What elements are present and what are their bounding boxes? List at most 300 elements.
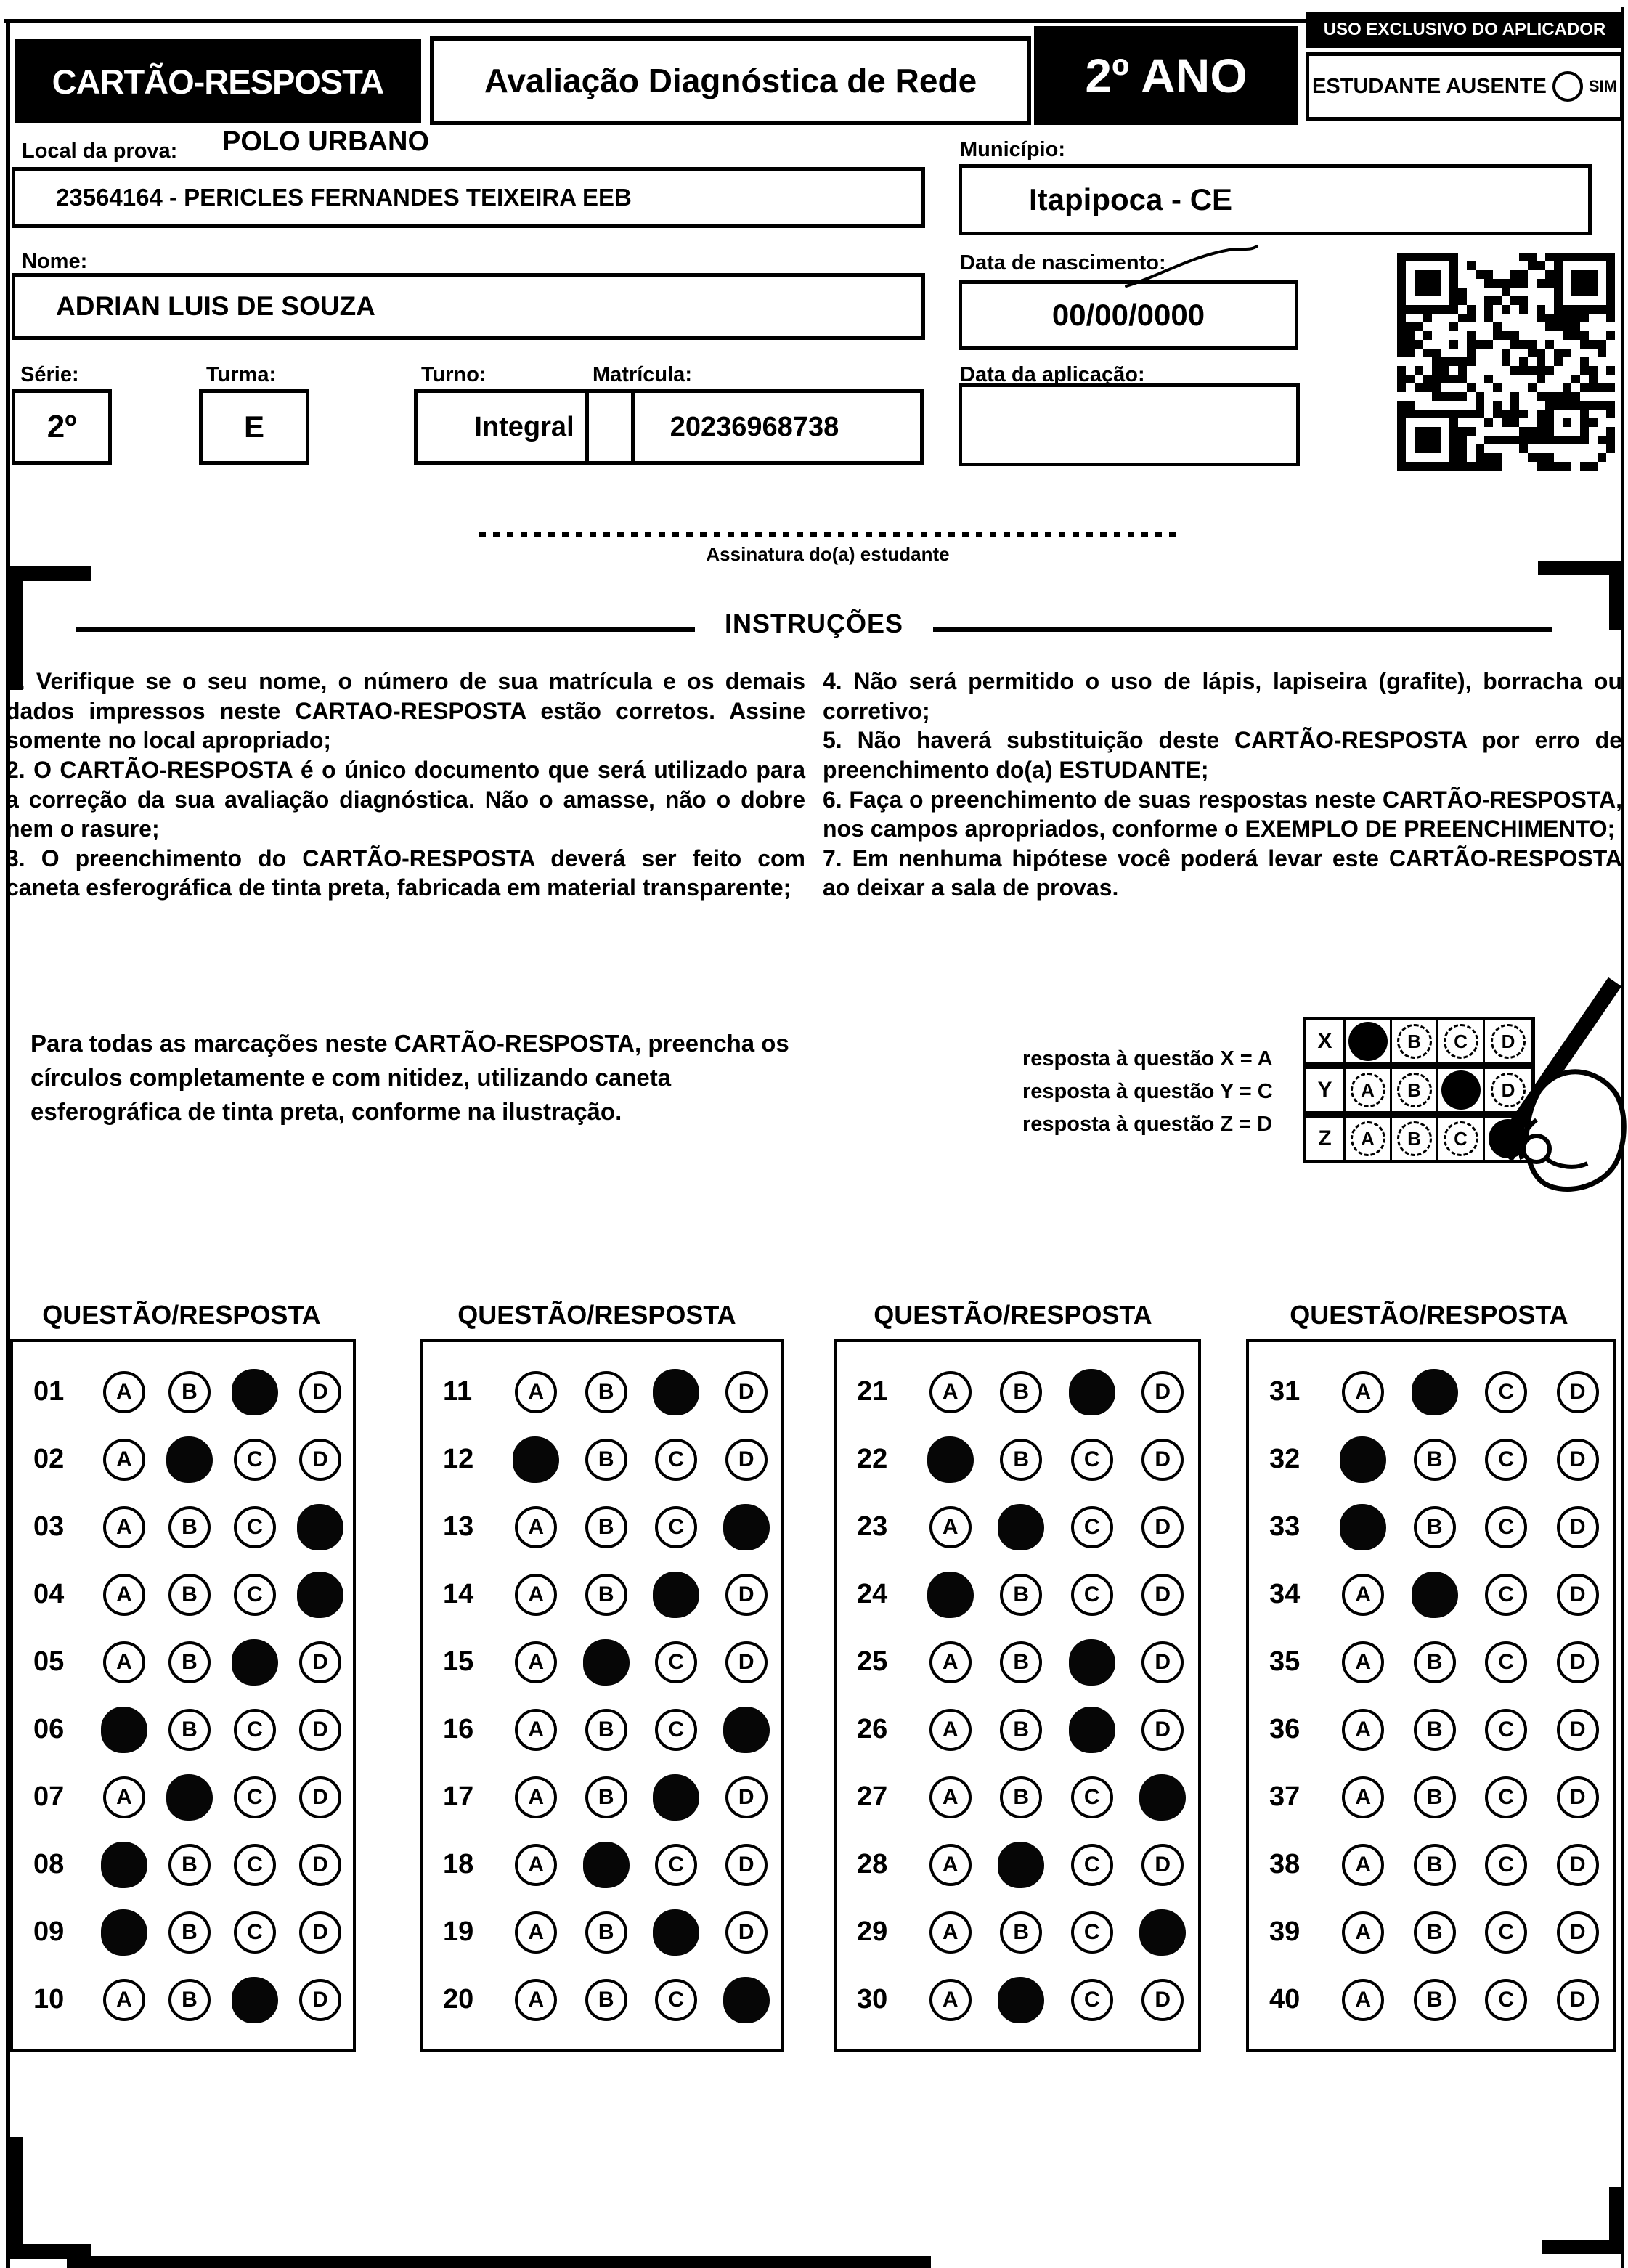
question-row-20 [423, 1966, 781, 2033]
bubble-11-B[interactable]: B [585, 1371, 627, 1413]
question-row-21 [837, 1358, 1198, 1426]
hand-pen-illustration [1470, 977, 1628, 1200]
question-number-22: 22 [857, 1444, 888, 1474]
answer-cell-10-B [157, 1979, 222, 2021]
example-bubble-X-C: C [1444, 1024, 1478, 1059]
question-row-01 [13, 1358, 353, 1426]
bubble-12-A-filled[interactable] [513, 1436, 559, 1483]
answer-cell-05-A [91, 1641, 157, 1683]
bubble-02-B-filled[interactable] [166, 1436, 213, 1483]
answer-cell-13-B [571, 1506, 642, 1548]
answer-cell-07-C [222, 1776, 288, 1818]
bubble-24-C[interactable]: C [1071, 1574, 1113, 1616]
answer-cell-25-B [986, 1641, 1057, 1683]
answer-header-1: QUESTÃO/RESPOSTA [42, 1300, 321, 1330]
bubble-33-B[interactable]: B [1414, 1506, 1456, 1548]
bubble-17-C-filled[interactable] [653, 1774, 699, 1821]
answer-cell-11-D [712, 1371, 782, 1413]
bubble-16-A[interactable]: A [515, 1709, 557, 1751]
bubble-29-C[interactable]: C [1071, 1911, 1113, 1954]
bubble-14-A[interactable]: A [515, 1574, 557, 1616]
bubble-03-D-filled[interactable] [297, 1504, 343, 1550]
bubble-01-C-filled[interactable] [232, 1369, 278, 1415]
bubble-22-D[interactable]: D [1141, 1439, 1184, 1481]
registration-mark-bottom-left-v [10, 2137, 23, 2259]
answer-cell-38-A [1327, 1844, 1399, 1886]
bubble-19-D[interactable]: D [725, 1911, 768, 1954]
answer-cell-03-B [157, 1506, 222, 1548]
bubble-14-C-filled[interactable] [653, 1572, 699, 1618]
bubble-09-A-filled[interactable] [101, 1909, 147, 1956]
bubble-08-A-filled[interactable] [101, 1842, 147, 1888]
bubble-16-D-filled[interactable] [723, 1707, 770, 1753]
example-cell-Z-B [1392, 1118, 1438, 1160]
bubble-10-D[interactable]: D [299, 1979, 341, 2021]
answer-cell-14-B [571, 1574, 642, 1616]
answer-cell-24-B [986, 1574, 1057, 1616]
question-row-04 [13, 1561, 353, 1628]
bubble-15-A[interactable]: A [515, 1641, 557, 1683]
bubble-03-C[interactable]: C [234, 1506, 276, 1548]
bubble-15-B-filled[interactable] [583, 1639, 630, 1686]
registration-mark-bottom-right-v [1609, 2187, 1622, 2254]
bubble-36-A[interactable]: A [1342, 1709, 1384, 1751]
answer-cell-39-D [1542, 1911, 1614, 1954]
bubble-03-B[interactable]: B [168, 1506, 211, 1548]
question-number-15: 15 [443, 1646, 474, 1677]
answer-cell-13-C [641, 1506, 712, 1548]
question-row-24 [837, 1561, 1198, 1628]
bubble-31-C[interactable]: C [1485, 1371, 1527, 1413]
bubble-23-C[interactable]: C [1071, 1506, 1113, 1548]
bubble-27-C[interactable]: C [1071, 1776, 1113, 1818]
question-row-11 [423, 1358, 781, 1426]
question-row-06 [13, 1696, 353, 1763]
bubble-17-B[interactable]: B [585, 1776, 627, 1818]
answer-cell-36-B [1399, 1709, 1471, 1751]
bubble-37-A[interactable]: A [1342, 1776, 1384, 1818]
bubble-06-C[interactable]: C [234, 1709, 276, 1751]
bubble-15-C[interactable]: C [655, 1641, 697, 1683]
bubble-33-C[interactable]: C [1485, 1506, 1527, 1548]
answer-cell-05-D [288, 1641, 353, 1683]
bubble-11-C-filled[interactable] [653, 1369, 699, 1415]
bubble-06-D[interactable]: D [299, 1709, 341, 1751]
example-bubble-Y-D: D [1491, 1073, 1526, 1107]
question-row-08 [13, 1831, 353, 1898]
question-number-03: 03 [33, 1511, 65, 1542]
bubble-09-D[interactable]: D [299, 1911, 341, 1954]
bubble-01-B[interactable]: B [168, 1371, 211, 1413]
answer-cell-11-A [501, 1371, 571, 1413]
example-paragraph: Para todas as marcações neste CARTÃO-RESPOSTA, preencha os círculos completamente e com nitidez, utilizando caneta esferográfica de tinta preta, conforme na ilustração. [30, 1030, 789, 1125]
answer-cell-27-B [986, 1776, 1057, 1818]
bubble-05-A[interactable]: A [103, 1641, 145, 1683]
bubble-02-A[interactable]: A [103, 1439, 145, 1481]
answer-cell-37-B [1399, 1776, 1471, 1818]
bubble-40-A[interactable]: A [1342, 1979, 1384, 2021]
bubble-19-A[interactable]: A [515, 1911, 557, 1954]
bubble-12-B[interactable]: B [585, 1439, 627, 1481]
question-number-32: 32 [1269, 1444, 1301, 1474]
question-number-34: 34 [1269, 1579, 1301, 1609]
bubble-28-B-filled[interactable] [998, 1842, 1044, 1888]
bubble-02-D[interactable]: D [299, 1439, 341, 1481]
matricula-label: Matrícula: [593, 363, 692, 386]
bubble-06-A-filled[interactable] [101, 1707, 147, 1753]
bubble-39-C[interactable]: C [1485, 1911, 1527, 1954]
municipio-label: Município: [960, 138, 1065, 161]
bubble-12-D[interactable]: D [725, 1439, 768, 1481]
data-nascimento-field: 00/00/0000 [959, 280, 1298, 350]
answer-cell-17-B [571, 1776, 642, 1818]
question-row-07 [13, 1763, 353, 1831]
bubble-10-A[interactable]: A [103, 1979, 145, 2021]
bubble-39-B[interactable]: B [1414, 1911, 1456, 1954]
answer-cell-21-D [1128, 1371, 1199, 1413]
bubble-36-B[interactable]: B [1414, 1709, 1456, 1751]
question-number-17: 17 [443, 1781, 474, 1812]
answer-cell-28-C [1057, 1844, 1128, 1886]
bubble-38-A[interactable]: A [1342, 1844, 1384, 1886]
bubble-20-C[interactable]: C [655, 1979, 697, 2021]
bubble-26-B[interactable]: B [1000, 1709, 1042, 1751]
example-row-label: Z [1306, 1118, 1346, 1160]
bubble-35-B[interactable]: B [1414, 1641, 1456, 1683]
bubble-34-D[interactable]: D [1557, 1574, 1599, 1616]
bubble-32-B[interactable]: B [1414, 1439, 1456, 1481]
bubble-18-D[interactable]: D [725, 1844, 768, 1886]
bubble-21-C-filled[interactable] [1069, 1369, 1115, 1415]
bubble-14-B[interactable]: B [585, 1574, 627, 1616]
bubble-08-B[interactable]: B [168, 1844, 211, 1886]
question-number-39: 39 [1269, 1917, 1301, 1947]
bubble-35-D[interactable]: D [1557, 1641, 1599, 1683]
answer-cell-33-B [1399, 1506, 1471, 1548]
bubble-12-C[interactable]: C [655, 1439, 697, 1481]
absent-bubble[interactable] [1552, 71, 1583, 102]
bubble-13-D-filled[interactable] [723, 1504, 770, 1550]
bubble-23-B-filled[interactable] [998, 1504, 1044, 1550]
answer-cell-37-A [1327, 1776, 1399, 1818]
question-row-27 [837, 1763, 1198, 1831]
bubble-35-C[interactable]: C [1485, 1641, 1527, 1683]
bubble-22-A-filled[interactable] [927, 1436, 974, 1483]
bubble-01-A[interactable]: A [103, 1371, 145, 1413]
instruction-item-4: 4. Não será permitido o uso de lápis, lapiseira (grafite), borracha ou corretivo; [823, 668, 1622, 724]
bubble-05-B[interactable]: B [168, 1641, 211, 1683]
bubble-23-D[interactable]: D [1141, 1506, 1184, 1548]
answer-cell-01-D [288, 1371, 353, 1413]
answer-cell-17-C [641, 1774, 712, 1821]
bubble-24-A-filled[interactable] [927, 1572, 974, 1618]
bubble-37-B[interactable]: B [1414, 1776, 1456, 1818]
bubble-23-A[interactable]: A [929, 1506, 972, 1548]
bubble-21-D[interactable]: D [1141, 1371, 1184, 1413]
bubble-25-C-filled[interactable] [1069, 1639, 1115, 1686]
example-cell-Z-A [1346, 1118, 1392, 1160]
answer-cell-09-D [288, 1911, 353, 1954]
question-number-30: 30 [857, 1984, 888, 2015]
answer-cell-24-C [1057, 1574, 1128, 1616]
bubble-38-B[interactable]: B [1414, 1844, 1456, 1886]
answer-cell-38-D [1542, 1844, 1614, 1886]
answer-cell-29-A [915, 1911, 986, 1954]
example-cell-Y-A [1346, 1069, 1392, 1111]
bubble-17-A[interactable]: A [515, 1776, 557, 1818]
answer-column-1 [10, 1339, 356, 2052]
bubble-37-D[interactable]: D [1557, 1776, 1599, 1818]
question-number-09: 09 [33, 1917, 65, 1947]
answer-cell-17-A [501, 1776, 571, 1818]
instruction-item-1: 1. Verifique se o seu nome, o número de sua matrícula e os demais dados impressos neste CARTAO-RESPOSTA estão corretos. Assine somente no local apropriado; [6, 668, 805, 754]
example-bubble-X-D: D [1491, 1024, 1526, 1059]
bubble-29-B[interactable]: B [1000, 1911, 1042, 1954]
bubble-26-D[interactable]: D [1141, 1709, 1184, 1751]
bubble-31-A[interactable]: A [1342, 1371, 1384, 1413]
bubble-13-B[interactable]: B [585, 1506, 627, 1548]
answer-cell-20-D [712, 1977, 782, 2023]
bubble-16-B[interactable]: B [585, 1709, 627, 1751]
bubble-20-A[interactable]: A [515, 1979, 557, 2021]
answer-cell-02-C [222, 1439, 288, 1481]
bubble-40-D[interactable]: D [1557, 1979, 1599, 2021]
bubble-39-A[interactable]: A [1342, 1911, 1384, 1954]
bubble-32-D[interactable]: D [1557, 1439, 1599, 1481]
question-number-36: 36 [1269, 1714, 1301, 1744]
answer-cell-33-D [1542, 1506, 1614, 1548]
instructions-left-column [6, 667, 805, 903]
example-legend-z: resposta à questão Z = D [1022, 1112, 1273, 1136]
question-number-16: 16 [443, 1714, 474, 1744]
bubble-24-B[interactable]: B [1000, 1574, 1042, 1616]
answer-cell-34-D [1542, 1574, 1614, 1616]
answer-cell-04-D [288, 1572, 353, 1618]
bubble-09-B[interactable]: B [168, 1911, 211, 1954]
bubble-30-C[interactable]: C [1071, 1979, 1113, 2021]
bubble-03-A[interactable]: A [103, 1506, 145, 1548]
answer-column-2 [420, 1339, 784, 2052]
bubble-28-A[interactable]: A [929, 1844, 972, 1886]
question-row-31 [1249, 1358, 1613, 1426]
question-number-38: 38 [1269, 1849, 1301, 1879]
bubble-07-C[interactable]: C [234, 1776, 276, 1818]
question-number-37: 37 [1269, 1781, 1301, 1812]
bubble-18-A[interactable]: A [515, 1844, 557, 1886]
bubble-19-C-filled[interactable] [653, 1909, 699, 1956]
example-bubble-Z-A: A [1351, 1121, 1385, 1156]
bubble-26-A[interactable]: A [929, 1709, 972, 1751]
bubble-14-D[interactable]: D [725, 1574, 768, 1616]
bubble-08-D[interactable]: D [299, 1844, 341, 1886]
bubble-25-A[interactable]: A [929, 1641, 972, 1683]
answer-cell-31-D [1542, 1371, 1614, 1413]
bubble-26-C-filled[interactable] [1069, 1707, 1115, 1753]
bubble-34-B-filled[interactable] [1412, 1572, 1458, 1618]
question-row-17 [423, 1763, 781, 1831]
bubble-31-D[interactable]: D [1557, 1371, 1599, 1413]
bubble-04-D-filled[interactable] [297, 1572, 343, 1618]
example-cell-Y-B [1392, 1069, 1438, 1111]
bubble-31-B-filled[interactable] [1412, 1369, 1458, 1415]
bubble-07-D[interactable]: D [299, 1776, 341, 1818]
bubble-18-B-filled[interactable] [583, 1842, 630, 1888]
instructions-title: INSTRUÇÕES [724, 609, 904, 638]
answer-cell-25-A [915, 1641, 986, 1683]
question-number-26: 26 [857, 1714, 888, 1744]
answer-cell-23-A [915, 1506, 986, 1548]
answer-cell-32-B [1399, 1439, 1471, 1481]
bubble-30-D[interactable]: D [1141, 1979, 1184, 2021]
example-legend-x: resposta à questão X = A [1022, 1047, 1273, 1070]
answer-cell-34-A [1327, 1574, 1399, 1616]
student-absent-box [1306, 52, 1624, 121]
answer-cell-36-C [1470, 1709, 1542, 1751]
bubble-04-C[interactable]: C [234, 1574, 276, 1616]
bubble-08-C[interactable]: C [234, 1844, 276, 1886]
question-row-37 [1249, 1763, 1613, 1831]
bubble-06-B[interactable]: B [168, 1709, 211, 1751]
bubble-33-D[interactable]: D [1557, 1506, 1599, 1548]
bubble-37-C[interactable]: C [1485, 1776, 1527, 1818]
question-number-05: 05 [33, 1646, 65, 1677]
bubble-21-B[interactable]: B [1000, 1371, 1042, 1413]
turma-label: Turma: [206, 363, 277, 386]
bubble-25-B[interactable]: B [1000, 1641, 1042, 1683]
answer-cell-30-A [915, 1979, 986, 2021]
answer-cell-14-D [712, 1574, 782, 1616]
bubble-13-C[interactable]: C [655, 1506, 697, 1548]
bubble-40-B[interactable]: B [1414, 1979, 1456, 2021]
bubble-32-C[interactable]: C [1485, 1439, 1527, 1481]
answer-cell-34-C [1470, 1574, 1542, 1616]
bubble-01-D[interactable]: D [299, 1371, 341, 1413]
bubble-27-B[interactable]: B [1000, 1776, 1042, 1818]
question-row-14 [423, 1561, 781, 1628]
answer-cell-16-A [501, 1709, 571, 1751]
question-row-25 [837, 1628, 1198, 1696]
bubble-20-B[interactable]: B [585, 1979, 627, 2021]
bubble-32-A-filled[interactable] [1340, 1436, 1386, 1483]
answer-cell-30-C [1057, 1979, 1128, 2021]
bubble-22-B[interactable]: B [1000, 1439, 1042, 1481]
bubble-34-A[interactable]: A [1342, 1574, 1384, 1616]
bubble-07-A[interactable]: A [103, 1776, 145, 1818]
bubble-36-D[interactable]: D [1557, 1709, 1599, 1751]
answer-cell-28-B [986, 1842, 1057, 1888]
bubble-18-C[interactable]: C [655, 1844, 697, 1886]
bubble-35-A[interactable]: A [1342, 1641, 1384, 1683]
bubble-34-C[interactable]: C [1485, 1574, 1527, 1616]
question-number-12: 12 [443, 1444, 474, 1474]
answer-cell-08-B [157, 1844, 222, 1886]
bubble-27-A[interactable]: A [929, 1776, 972, 1818]
bubble-05-D[interactable]: D [299, 1641, 341, 1683]
bubble-27-D-filled[interactable] [1139, 1774, 1186, 1821]
bubble-07-B-filled[interactable] [166, 1774, 213, 1821]
answer-cell-19-C [641, 1909, 712, 1956]
bubble-19-B[interactable]: B [585, 1911, 627, 1954]
bubble-38-D[interactable]: D [1557, 1844, 1599, 1886]
answer-cell-22-D [1128, 1439, 1199, 1481]
bubble-39-D[interactable]: D [1557, 1911, 1599, 1954]
signature-label: Assinatura do(a) estudante [706, 543, 950, 565]
bubble-22-C[interactable]: C [1071, 1439, 1113, 1481]
answer-cell-21-A [915, 1371, 986, 1413]
answer-cell-40-D [1542, 1979, 1614, 2021]
answer-cell-38-B [1399, 1844, 1471, 1886]
bubble-10-B[interactable]: B [168, 1979, 211, 2021]
matricula-field: 20236968738 [585, 389, 924, 465]
answer-cell-18-B [571, 1842, 642, 1888]
bubble-29-D-filled[interactable] [1139, 1909, 1186, 1956]
answer-cell-19-D [712, 1911, 782, 1954]
bubble-11-A[interactable]: A [515, 1371, 557, 1413]
bubble-29-A[interactable]: A [929, 1911, 972, 1954]
question-row-28 [837, 1831, 1198, 1898]
question-row-22 [837, 1426, 1198, 1493]
bubble-25-D[interactable]: D [1141, 1641, 1184, 1683]
answer-cell-03-A [91, 1506, 157, 1548]
bubble-05-C-filled[interactable] [232, 1639, 278, 1686]
qr-code [1397, 253, 1615, 471]
bubble-02-C[interactable]: C [234, 1439, 276, 1481]
bubble-38-C[interactable]: C [1485, 1844, 1527, 1886]
bubble-21-A[interactable]: A [929, 1371, 972, 1413]
question-number-07: 07 [33, 1781, 65, 1812]
answer-cell-26-D [1128, 1709, 1199, 1751]
bubble-09-C[interactable]: C [234, 1911, 276, 1954]
answer-header-3: QUESTÃO/RESPOSTA [874, 1300, 1152, 1330]
answer-cell-31-A [1327, 1371, 1399, 1413]
instructions-right-column [823, 667, 1622, 903]
signature-line [479, 532, 1176, 537]
question-row-03 [13, 1493, 353, 1561]
answer-cell-37-C [1470, 1776, 1542, 1818]
bubble-28-D[interactable]: D [1141, 1844, 1184, 1886]
bubble-30-B-filled[interactable] [998, 1977, 1044, 2023]
bubble-30-A[interactable]: A [929, 1979, 972, 2021]
bubble-16-C[interactable]: C [655, 1709, 697, 1751]
answer-cell-07-B [157, 1774, 222, 1821]
serie-label: Série: [20, 363, 79, 386]
bubble-28-C[interactable]: C [1071, 1844, 1113, 1886]
question-row-05 [13, 1628, 353, 1696]
bubble-15-D[interactable]: D [725, 1641, 768, 1683]
nome-label: Nome: [22, 250, 88, 273]
bubble-20-D-filled[interactable] [723, 1977, 770, 2023]
answer-cell-06-B [157, 1709, 222, 1751]
answer-cell-02-A [91, 1439, 157, 1481]
bubble-17-D[interactable]: D [725, 1776, 768, 1818]
question-row-09 [13, 1898, 353, 1966]
answer-header-2: QUESTÃO/RESPOSTA [457, 1300, 736, 1330]
bubble-11-D[interactable]: D [725, 1371, 768, 1413]
pen-scribble [1122, 244, 1260, 290]
bubble-04-B[interactable]: B [168, 1574, 211, 1616]
example-legend-y: resposta à questão Y = C [1022, 1079, 1273, 1103]
answer-cell-01-A [91, 1371, 157, 1413]
bubble-10-C-filled[interactable] [232, 1977, 278, 2023]
answer-cell-03-D [288, 1504, 353, 1550]
bubble-24-D[interactable]: D [1141, 1574, 1184, 1616]
bubble-04-A[interactable]: A [103, 1574, 145, 1616]
bubble-36-C[interactable]: C [1485, 1709, 1527, 1751]
answer-cell-39-C [1470, 1911, 1542, 1954]
bubble-40-C[interactable]: C [1485, 1979, 1527, 2021]
bubble-33-A-filled[interactable] [1340, 1504, 1386, 1550]
bubble-13-A[interactable]: A [515, 1506, 557, 1548]
